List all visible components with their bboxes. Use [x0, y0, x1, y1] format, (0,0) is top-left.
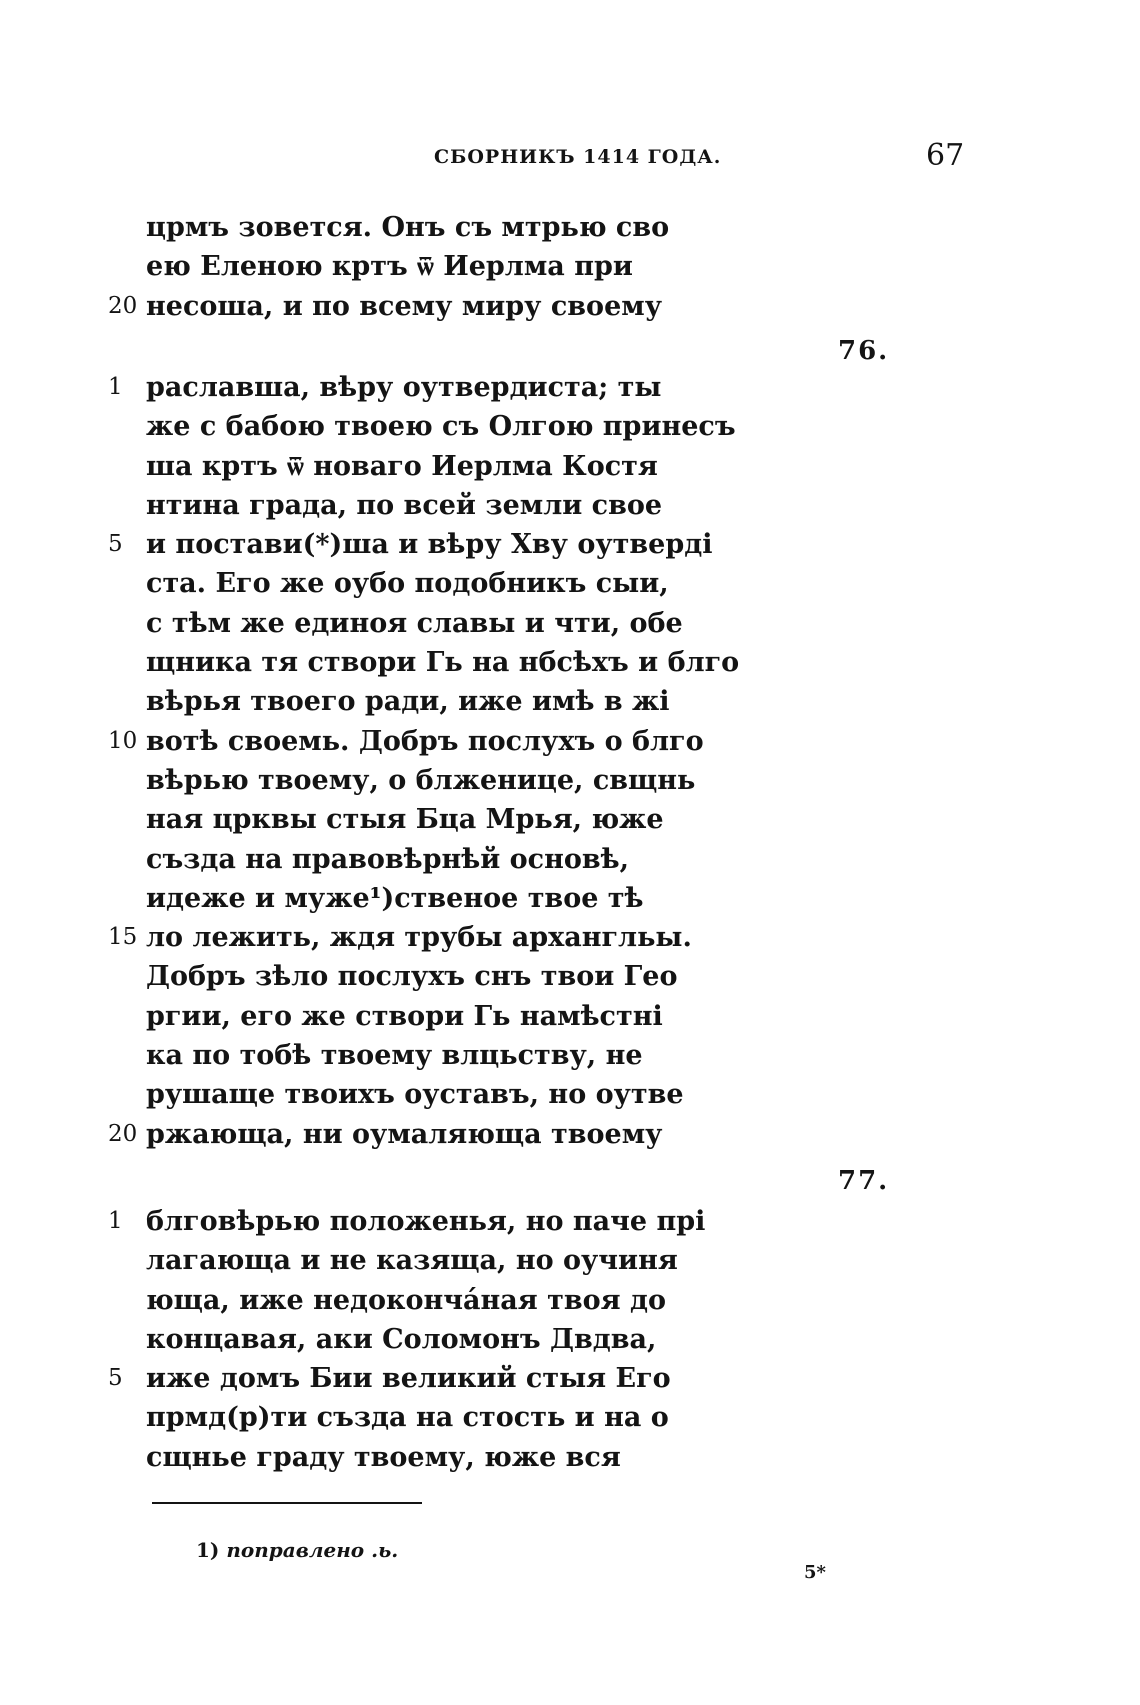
footnote-text: поправлено .ь.	[226, 1538, 399, 1562]
text-line	[0, 643, 900, 682]
text-line	[0, 447, 900, 486]
text-line	[0, 1115, 900, 1154]
text-line	[0, 1281, 900, 1320]
text-block-3	[0, 1202, 900, 1477]
line-text: вѣрью твоему, о блженице, свщнь	[146, 764, 696, 796]
line-number: 5	[108, 531, 123, 558]
line-text: юща, иже недоконча́ная твоя до	[146, 1284, 666, 1316]
text-line	[0, 1320, 900, 1359]
line-number: 1	[108, 374, 123, 400]
line-text: вотѣ своемь. Добръ послухъ о блго	[146, 725, 704, 757]
text-line	[0, 840, 900, 879]
text-line	[0, 879, 900, 918]
line-text: ею Еленою кртъ ѿ Иерлма при	[146, 251, 633, 283]
text-line	[0, 1438, 900, 1477]
text-line	[0, 486, 900, 525]
line-number: 5	[108, 1365, 123, 1392]
line-number: 15	[108, 924, 138, 951]
footnote-number: 1)	[196, 1538, 220, 1562]
text-line	[0, 1202, 900, 1241]
line-number: 20	[108, 1120, 138, 1147]
folio-marker-76: 76.	[838, 336, 890, 366]
line-number: 10	[108, 727, 138, 754]
printer-signature: 5*	[804, 1562, 826, 1583]
text-line	[0, 604, 900, 643]
text-line	[0, 918, 900, 957]
line-text: създа на правовѣрнѣй основѣ,	[146, 843, 629, 875]
text-block-2	[0, 368, 900, 1154]
text-line	[0, 525, 900, 564]
line-text: црмъ зовется. Онъ съ мтрью сво	[146, 212, 670, 243]
text-line	[0, 407, 900, 446]
line-text: лагающа и не казяща, но оучиня	[146, 1245, 678, 1277]
text-line	[0, 208, 900, 247]
text-line	[0, 368, 900, 407]
line-text: ргии, его же створи Гь намѣстні	[146, 1000, 663, 1032]
line-text: ста. Его же оубо подобникъ сыи,	[146, 568, 669, 600]
line-text: с тѣм же единоя славы и чти, обе	[146, 607, 683, 639]
running-title: СБОРНИКЪ 1414 ГОДА.	[434, 146, 722, 168]
text-line	[0, 247, 900, 286]
line-text: рушаще твоихъ оуставъ, но оутве	[146, 1079, 684, 1111]
line-text: несоша, и по всему миру своему	[146, 290, 662, 322]
line-text: ка по тобѣ твоему влцьству, не	[146, 1040, 643, 1072]
line-text: прмд(р)ти създа на стость и на о	[146, 1402, 669, 1434]
page-number: 67	[926, 138, 965, 173]
line-text: Добръ зѣло послухъ снъ твои Гео	[146, 961, 678, 993]
line-number: 20	[108, 292, 138, 319]
text-block-1	[0, 208, 900, 326]
line-text: раславша, вѣру оутвердиста; ты	[146, 372, 662, 403]
line-text: концавая, аки Соломонъ Двдва,	[146, 1323, 657, 1355]
footnote	[196, 1538, 398, 1562]
text-line	[0, 564, 900, 603]
text-line	[0, 722, 900, 761]
line-text: ная црквы стыя Бца Мрья, юже	[146, 804, 664, 836]
folio-marker-77: 77.	[838, 1166, 890, 1196]
text-line	[0, 1398, 900, 1437]
line-text: ло лежить, ждя трубы архангльы.	[146, 922, 692, 954]
text-line	[0, 682, 900, 721]
text-line	[0, 800, 900, 839]
line-text: щника тя створи Гь на нбсѣхъ и блго	[146, 647, 740, 679]
text-line	[0, 1075, 900, 1114]
line-number: 1	[108, 1208, 123, 1234]
text-line	[0, 287, 900, 326]
line-text: нтина града, по всей земли свое	[146, 489, 663, 521]
text-line	[0, 1241, 900, 1280]
line-text: сщнье граду твоему, юже вся	[146, 1441, 621, 1473]
text-line	[0, 1036, 900, 1075]
line-text: блговѣрью положенья, но паче прі	[146, 1206, 706, 1237]
text-line	[0, 997, 900, 1036]
line-text: и постави(*)ша и вѣру Хву оутверді	[146, 529, 713, 561]
text-line	[0, 1359, 900, 1398]
line-text: ржающа, ни оумаляюща твоему	[146, 1118, 663, 1150]
footnote-divider	[152, 1502, 422, 1504]
line-text: вѣрья твоего ради, иже имѣ в жі	[146, 686, 670, 718]
text-line	[0, 761, 900, 800]
line-text: иже домъ Бии великий стыя Его	[146, 1363, 671, 1395]
line-text: ша кртъ ѿ новаго Иерлма Костя	[146, 450, 658, 482]
line-text: идеже и муже¹)ственое твое тѣ	[146, 882, 644, 914]
line-text: же с бабою твоею съ Олгою принесъ	[146, 411, 736, 443]
text-line	[0, 957, 900, 996]
